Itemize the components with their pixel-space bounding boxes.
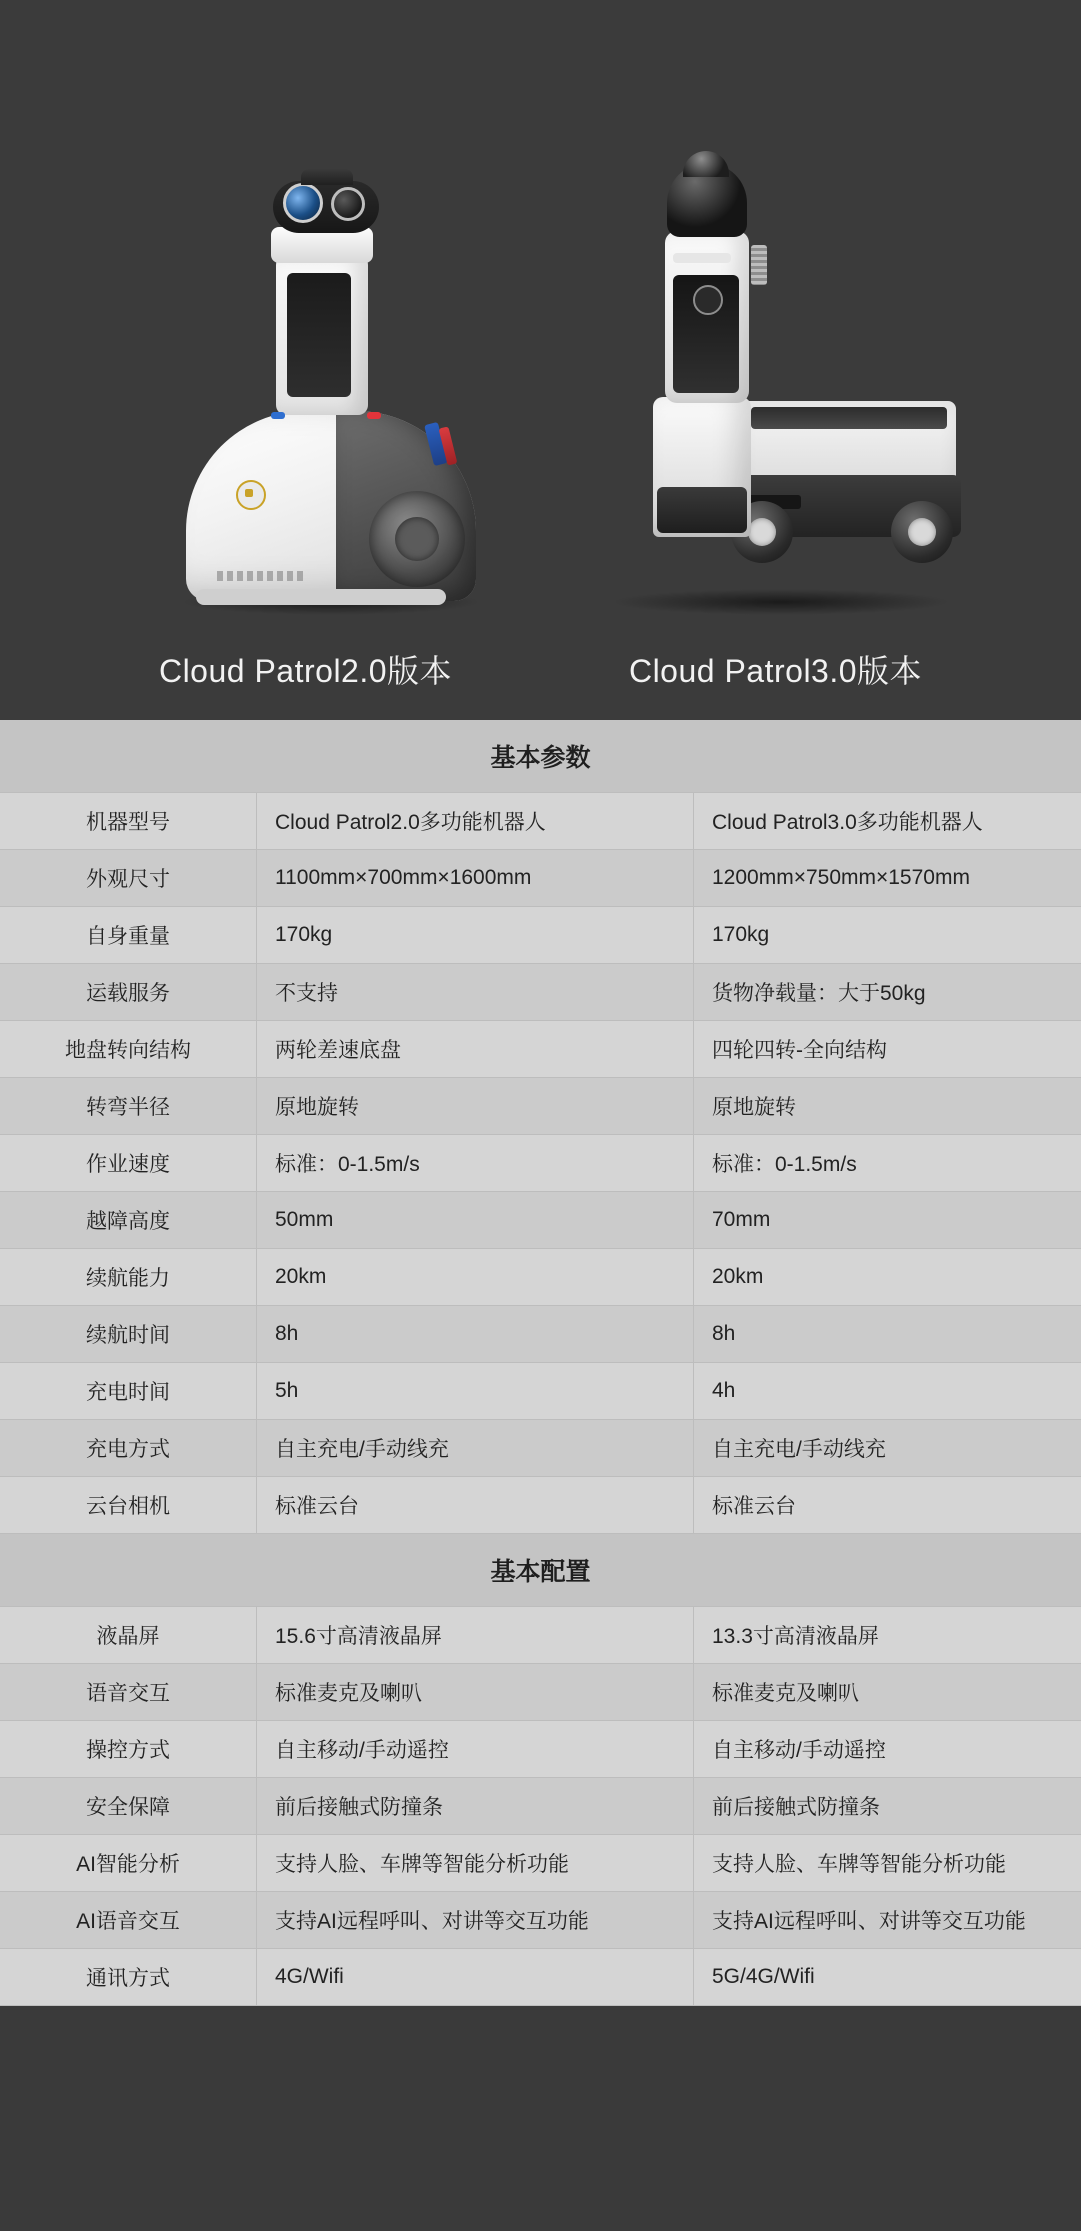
row-value-2: 自主充电/手动线充 <box>257 1420 694 1477</box>
row-label: 自身重量 <box>0 907 257 964</box>
row-value-3: 标准：0-1.5m/s <box>694 1135 1081 1192</box>
robot-captions <box>0 646 1081 692</box>
table-row <box>0 1607 1081 1664</box>
row-value-3: 原地旋转 <box>694 1078 1081 1135</box>
robot-2-screen <box>287 273 351 397</box>
row-label: 地盘转向结构 <box>0 1021 257 1078</box>
row-value-3: Cloud Patrol3.0多功能机器人 <box>694 793 1081 850</box>
robot-3-caption: Cloud Patrol3.0版本 <box>628 653 923 689</box>
table-row <box>0 1135 1081 1192</box>
robot-2-red-lamp-icon <box>367 412 381 419</box>
table-row <box>0 1306 1081 1363</box>
row-label: 作业速度 <box>0 1135 257 1192</box>
row-label: 充电方式 <box>0 1420 257 1477</box>
robot-3-camera-dome-top <box>683 151 729 177</box>
section-basic-parameters <box>0 720 1081 1534</box>
row-value-3: 标准云台 <box>694 1477 1081 1534</box>
table-row <box>0 850 1081 907</box>
row-value-2: 50mm <box>257 1192 694 1249</box>
row-value-3: 20km <box>694 1249 1081 1306</box>
row-value-3: 标准麦克及喇叭 <box>694 1664 1081 1721</box>
row-value-2: 前后接触式防撞条 <box>257 1778 694 1835</box>
robot-2-camera-lens-icon <box>283 183 323 223</box>
row-label: 越障高度 <box>0 1192 257 1249</box>
row-label: AI语音交互 <box>0 1892 257 1949</box>
section-title-basic-configuration: 基本配置 <box>0 1534 1081 1607</box>
row-value-3: 自主充电/手动线充 <box>694 1420 1081 1477</box>
row-value-3: 5G/4G/Wifi <box>694 1949 1081 2006</box>
row-value-2: 4G/Wifi <box>257 1949 694 2006</box>
robot-2-logo-icon <box>236 480 266 510</box>
row-value-3: 4h <box>694 1363 1081 1420</box>
table-row <box>0 1477 1081 1534</box>
row-label: 云台相机 <box>0 1477 257 1534</box>
row-value-3: 支持AI远程呼叫、对讲等交互功能 <box>694 1892 1081 1949</box>
robot-3-image <box>561 40 991 640</box>
table-row <box>0 1078 1081 1135</box>
table-row <box>0 907 1081 964</box>
robot-2-bumper <box>196 589 446 605</box>
robot-2-image <box>91 40 521 640</box>
robot-3-logo-icon <box>693 285 723 315</box>
row-label: 操控方式 <box>0 1721 257 1778</box>
robot-2-illustration <box>161 75 491 615</box>
table-row <box>0 1835 1081 1892</box>
section-basic-configuration <box>0 1534 1081 2006</box>
robot-3-front-dark-panel <box>657 487 747 533</box>
row-value-3: 8h <box>694 1306 1081 1363</box>
row-value-3: 1200mm×750mm×1570mm <box>694 850 1081 907</box>
row-label: 通讯方式 <box>0 1949 257 2006</box>
row-label: 运载服务 <box>0 964 257 1021</box>
row-value-2: 两轮差速底盘 <box>257 1021 694 1078</box>
row-value-2: 20km <box>257 1249 694 1306</box>
row-value-3: 13.3寸高清液晶屏 <box>694 1607 1081 1664</box>
table-row <box>0 1363 1081 1420</box>
robot-3-light-strip <box>673 253 731 263</box>
robot-2-camera-top <box>301 169 353 185</box>
row-value-3: 自主移动/手动遥控 <box>694 1721 1081 1778</box>
row-value-2: 标准：0-1.5m/s <box>257 1135 694 1192</box>
table-row <box>0 1249 1081 1306</box>
row-value-2: 8h <box>257 1306 694 1363</box>
robot-3-shadow <box>611 589 951 615</box>
section-title-basic-parameters: 基本参数 <box>0 720 1081 793</box>
robot-images <box>0 40 1081 640</box>
table-row <box>0 1721 1081 1778</box>
row-value-2: 170kg <box>257 907 694 964</box>
table-row <box>0 1664 1081 1721</box>
row-value-3: 支持人脸、车牌等智能分析功能 <box>694 1835 1081 1892</box>
row-value-3: 70mm <box>694 1192 1081 1249</box>
row-value-2: 标准麦克及喇叭 <box>257 1664 694 1721</box>
row-label: 外观尺寸 <box>0 850 257 907</box>
robot-2-camera-lens-secondary-icon <box>331 187 365 221</box>
row-label: 充电时间 <box>0 1363 257 1420</box>
table-row <box>0 793 1081 850</box>
robot-3-speaker-icon <box>751 245 767 285</box>
row-label: 语音交互 <box>0 1664 257 1721</box>
row-value-2: 原地旋转 <box>257 1078 694 1135</box>
row-value-2: 支持人脸、车牌等智能分析功能 <box>257 1835 694 1892</box>
robot-2-brand-text <box>217 571 307 581</box>
robot-2-caption: Cloud Patrol2.0版本 <box>158 653 453 689</box>
page-bottom-spacer <box>0 2006 1081 2066</box>
row-value-2: 15.6寸高清液晶屏 <box>257 1607 694 1664</box>
table-row <box>0 1192 1081 1249</box>
table-row <box>0 1021 1081 1078</box>
table-row <box>0 1892 1081 1949</box>
spec-table-basic-configuration <box>0 1607 1081 2006</box>
spec-table-basic-parameters <box>0 793 1081 1534</box>
row-label: 续航时间 <box>0 1306 257 1363</box>
row-label: 转弯半径 <box>0 1078 257 1135</box>
row-label: 机器型号 <box>0 793 257 850</box>
row-label: 安全保障 <box>0 1778 257 1835</box>
robot-3-wheel-rear <box>891 501 953 563</box>
robot-2-blue-lamp-icon <box>271 412 285 419</box>
row-label: 续航能力 <box>0 1249 257 1306</box>
row-value-2: 不支持 <box>257 964 694 1021</box>
table-row <box>0 1778 1081 1835</box>
robot-2-wheel <box>369 491 465 587</box>
row-value-2: 支持AI远程呼叫、对讲等交互功能 <box>257 1892 694 1949</box>
row-value-3: 四轮四转-全向结构 <box>694 1021 1081 1078</box>
table-row <box>0 964 1081 1021</box>
row-label: AI智能分析 <box>0 1835 257 1892</box>
row-value-2: 标准云台 <box>257 1477 694 1534</box>
table-row <box>0 1949 1081 2006</box>
row-value-3: 170kg <box>694 907 1081 964</box>
row-value-2: Cloud Patrol2.0多功能机器人 <box>257 793 694 850</box>
row-value-2: 5h <box>257 1363 694 1420</box>
row-value-3: 前后接触式防撞条 <box>694 1778 1081 1835</box>
row-value-3: 货物净载量：大于50kg <box>694 964 1081 1021</box>
row-value-2: 1100mm×700mm×1600mm <box>257 850 694 907</box>
row-label: 液晶屏 <box>0 1607 257 1664</box>
row-value-2: 自主移动/手动遥控 <box>257 1721 694 1778</box>
robot-3-cargo-opening <box>751 407 947 429</box>
robot-3-illustration <box>591 75 971 615</box>
product-hero <box>0 0 1081 720</box>
table-row <box>0 1420 1081 1477</box>
